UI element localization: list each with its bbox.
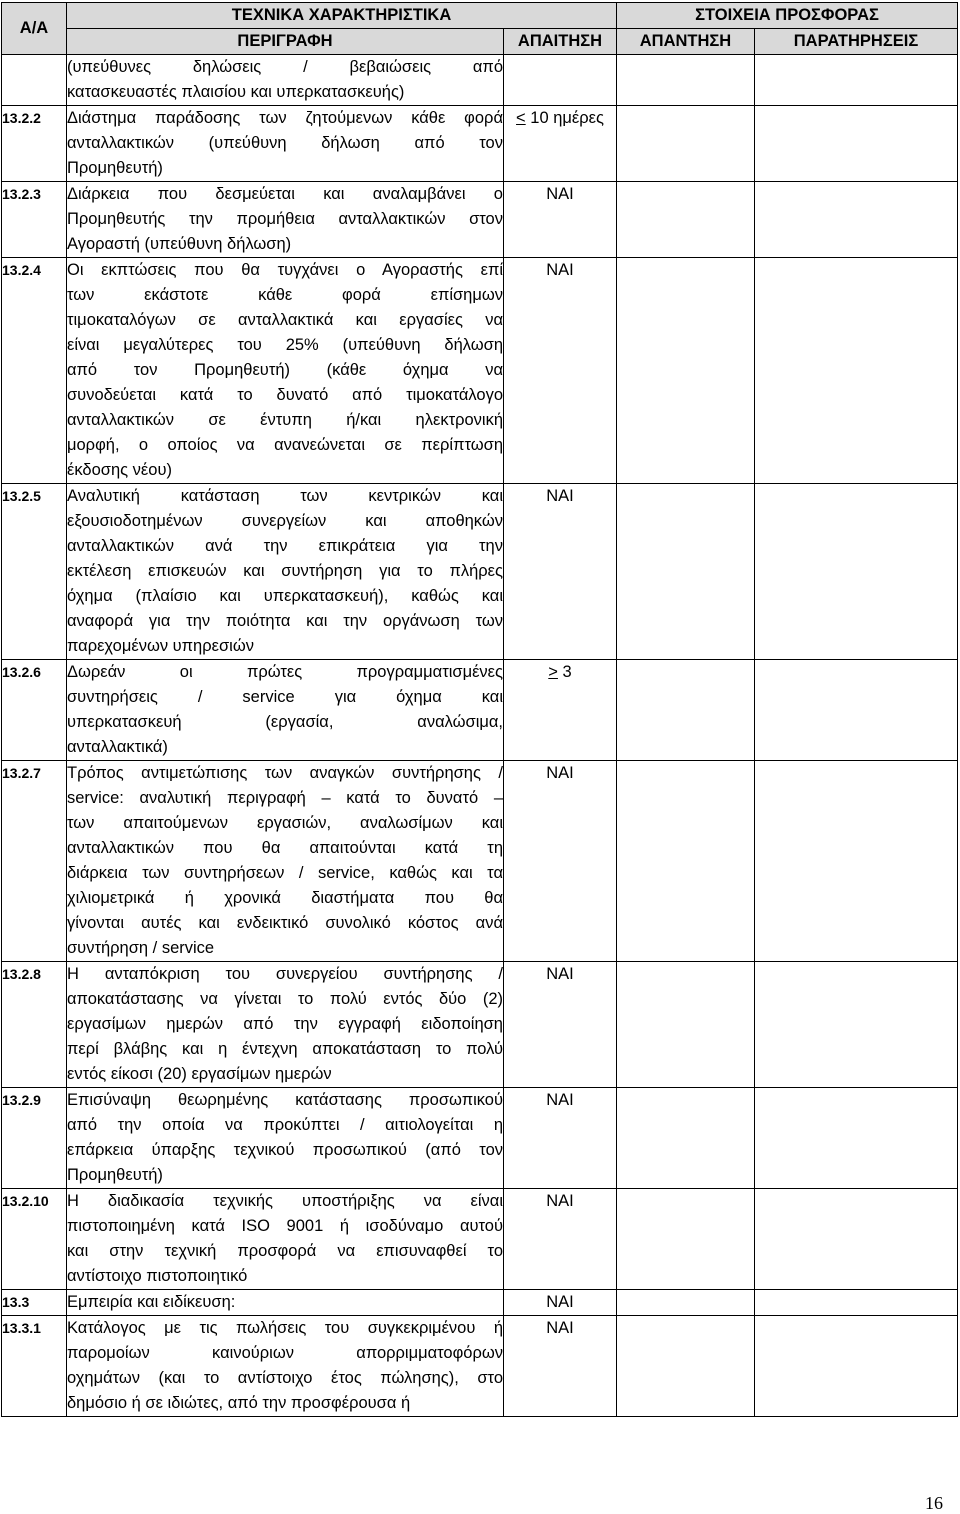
item-number: 13.2.6: [2, 660, 67, 761]
item-requirement: [504, 1088, 617, 1189]
description-line: Η διαδικασία τεχνικής υποστήριξης να είναι: [67, 1192, 503, 1210]
description-line: και στην τεχνική προσφορά να επισυναφθεί το: [67, 1242, 503, 1260]
notes-cell[interactable]: [755, 962, 958, 1088]
notes-cell[interactable]: [755, 182, 958, 258]
table-row: [2, 55, 958, 106]
item-number: 13.3.1: [2, 1316, 67, 1417]
description-line: παρεχομένων υπηρεσιών: [67, 637, 254, 655]
description-line: συνοδεύεται κατά το δυνατό από τιμοκατάλογο: [67, 386, 503, 404]
description-line: κατασκευαστές πλαισίου και υπερκατασκευής): [67, 83, 405, 101]
item-requirement: [504, 1189, 617, 1290]
item-description: [67, 962, 504, 1088]
description-line: χιλιομετρικά ή χρονικά διαστήματα που θα: [67, 889, 503, 907]
item-description: [67, 660, 504, 761]
item-description: [67, 55, 504, 106]
item-description: [67, 258, 504, 484]
answer-cell[interactable]: [617, 182, 755, 258]
item-description: [67, 182, 504, 258]
description-line: ανταλλακτικά): [67, 738, 168, 756]
answer-cell[interactable]: [617, 1189, 755, 1290]
notes-cell[interactable]: [755, 106, 958, 182]
description-line: συντηρήσεις / service για όχημα και: [67, 688, 503, 706]
answer-cell[interactable]: [617, 761, 755, 962]
table-row: [2, 962, 958, 1088]
description-line: Εμπειρία και ειδίκευση:: [67, 1293, 236, 1311]
description-line: συντήρηση / service: [67, 939, 215, 957]
answer-cell[interactable]: [617, 55, 755, 106]
description-line: αντίστοιχο πιστοποιητικό: [67, 1267, 248, 1285]
description-line: των εκάστοτε κάθε φορά επίσημων: [67, 286, 503, 304]
description-line: παρομοίων καινούριων απορριμματοφόρων: [67, 1344, 503, 1362]
notes-cell[interactable]: [755, 258, 958, 484]
description-line: δημόσιο ή σε ιδιώτες, από την προσφέρουσα ή: [67, 1394, 411, 1412]
item-description: [67, 1316, 504, 1417]
item-requirement: [504, 55, 617, 106]
description-line: των απαιτούμενων εργασιών, αναλωσίμων και: [67, 814, 503, 832]
requirement-value: ΝΑΙ: [546, 487, 574, 505]
item-number: [2, 55, 67, 106]
description-line: μορφή, ο οποίος να ανανεώνεται σε περίπτωση: [67, 436, 503, 454]
header-aa: Α/Α: [2, 3, 67, 55]
description-line: είναι μεγαλύτερες του 25% (υπεύθυνη δήλωση: [67, 336, 503, 354]
description-line: αναφορά για την ποιότητα και την οργάνωση των: [67, 612, 503, 630]
header-tech: ΤΕΧΝΙΚΑ ΧΑΡΑΚΤΗΡΙΣΤΙΚΑ: [67, 3, 617, 29]
table-row: [2, 484, 958, 660]
description-line: Αγοραστή (υπεύθυνη δήλωση): [67, 235, 292, 253]
requirement-operator: >: [548, 663, 558, 681]
answer-cell[interactable]: [617, 962, 755, 1088]
description-line: εργασίμων ημερών από την εγγραφή ειδοποίηση: [67, 1015, 503, 1033]
item-description: [67, 484, 504, 660]
description-line: Προμηθευτής την προμήθεια ανταλλακτικών στον: [67, 210, 503, 228]
table-row: [2, 660, 958, 761]
answer-cell[interactable]: [617, 660, 755, 761]
description-line: τιμοκαταλόγων σε ανταλλακτικά και εργασίες να: [67, 311, 503, 329]
item-requirement: [504, 1316, 617, 1417]
table-row: [2, 1290, 958, 1316]
description-line: ανταλλακτικών ανά την επικράτεια για την: [67, 537, 503, 555]
table-row: [2, 1189, 958, 1290]
item-requirement: [504, 258, 617, 484]
answer-cell[interactable]: [617, 258, 755, 484]
table-row: [2, 1316, 958, 1417]
item-number: 13.2.2: [2, 106, 67, 182]
description-line: περί βλάβης και η έντεχνη αποκατάσταση το πολύ: [67, 1040, 503, 1058]
item-number: 13.2.9: [2, 1088, 67, 1189]
table-row: [2, 182, 958, 258]
description-line: Διάστημα παράδοσης των ζητούμενων κάθε φορά: [67, 109, 503, 127]
item-number: 13.2.7: [2, 761, 67, 962]
description-line: Τρόπος αντιμετώπισης των αναγκών συντήρησης /: [67, 764, 503, 782]
answer-cell[interactable]: [617, 1290, 755, 1316]
requirement-value: 3: [557, 663, 572, 681]
description-line: (υπεύθυνες δηλώσεις / βεβαιώσεις από: [67, 58, 503, 76]
table-row: [2, 1088, 958, 1189]
item-number: 13.2.4: [2, 258, 67, 484]
requirement-value: ΝΑΙ: [546, 965, 574, 983]
item-requirement: [504, 182, 617, 258]
item-requirement: [504, 962, 617, 1088]
description-line: Οι εκπτώσεις που θα τυγχάνει ο Αγοραστής επί: [67, 261, 503, 279]
notes-cell[interactable]: [755, 1316, 958, 1417]
header-ans: ΑΠΑΝΤΗΣΗ: [617, 29, 755, 55]
description-line: ανταλλακτικών που θα απαιτούνται κατά τη: [67, 839, 503, 857]
item-description: [67, 1290, 504, 1316]
description-line: εξουσιοδοτημένων συνεργείων και αποθηκών: [67, 512, 503, 530]
description-line: Προμηθευτή): [67, 1166, 163, 1184]
item-number: 13.2.3: [2, 182, 67, 258]
requirement-value: ΝΑΙ: [546, 261, 574, 279]
requirement-value: ΝΑΙ: [546, 1192, 574, 1210]
description-line: όχημα (πλαίσιο και υπερκατασκευή), καθώς και: [67, 587, 503, 605]
requirement-value: 10 ημέρες: [525, 109, 604, 127]
description-line: από την οποία να προκύπτει / αιτιολογείται η: [67, 1116, 503, 1134]
answer-cell[interactable]: [617, 484, 755, 660]
header-offer: ΣΤΟΙΧΕΙΑ ΠΡΟΣΦΟΡΑΣ: [617, 3, 958, 29]
item-number: 13.2.5: [2, 484, 67, 660]
description-line: οχημάτων (και το αντίστοιχο έτος πώλησης), στο: [67, 1369, 503, 1387]
description-line: Δωρεάν οι πρώτες προγραμματισμένες: [67, 663, 503, 681]
item-requirement: [504, 1290, 617, 1316]
notes-cell[interactable]: [755, 660, 958, 761]
notes-cell[interactable]: [755, 1189, 958, 1290]
description-line: πιστοποιημένη κατά ISO 9001 ή ισοδύναμο αυτού: [67, 1217, 503, 1235]
item-description: [67, 1189, 504, 1290]
item-requirement: [504, 484, 617, 660]
table-body: [2, 55, 958, 1417]
description-line: ανταλλακτικών σε έντυπη ή/και ηλεκτρονική: [67, 411, 503, 429]
description-line: εντός είκοσι (20) εργασίμων ημερών: [67, 1065, 332, 1083]
table-row: [2, 761, 958, 962]
item-number: 13.3: [2, 1290, 67, 1316]
item-requirement: [504, 106, 617, 182]
description-line: εκτέλεση επισκευών και συντήρηση για το πλήρες: [67, 562, 503, 580]
description-line: Η ανταπόκριση του συνεργείου συντήρησης /: [67, 965, 503, 983]
notes-cell[interactable]: [755, 761, 958, 962]
header-desc: ΠΕΡΙΓΡΑΦΗ: [67, 29, 504, 55]
notes-cell[interactable]: [755, 484, 958, 660]
requirement-value: ΝΑΙ: [546, 764, 574, 782]
table-row: [2, 106, 958, 182]
item-number: 13.2.8: [2, 962, 67, 1088]
description-line: Αναλυτική κατάσταση των κεντρικών και: [67, 487, 503, 505]
requirement-operator: <: [516, 109, 526, 127]
notes-cell[interactable]: [755, 1088, 958, 1189]
description-line: αποκατάστασης να γίνεται το πολύ εντός δύο (2): [67, 990, 503, 1008]
item-description: [67, 761, 504, 962]
requirement-value: ΝΑΙ: [546, 1091, 574, 1109]
spec-table: [1, 2, 958, 1417]
description-line: διάρκεια των συντηρήσεων / service, καθώς και τα: [67, 864, 503, 882]
description-line: υπερκατασκευή (εργασία, αναλώσιμα,: [67, 713, 503, 731]
answer-cell[interactable]: [617, 106, 755, 182]
answer-cell[interactable]: [617, 1088, 755, 1189]
header-notes: ΠΑΡΑΤΗΡΗΣΕΙΣ: [755, 29, 958, 55]
item-number: 13.2.10: [2, 1189, 67, 1290]
item-requirement: [504, 660, 617, 761]
description-line: επάρκεια ύπαρξης τεχνικού προσωπικού (από τον: [67, 1141, 503, 1159]
description-line: έκδοσης νέου): [67, 461, 172, 479]
description-line: service: αναλυτική περιγραφή – κατά το δυνατό –: [67, 789, 503, 807]
header-req: ΑΠΑΙΤΗΣΗ: [504, 29, 617, 55]
description-line: ανταλλακτικών (υπεύθυνη δήλωση από τον: [67, 134, 503, 152]
requirement-value: ΝΑΙ: [546, 1293, 574, 1311]
item-requirement: [504, 761, 617, 962]
item-description: [67, 1088, 504, 1189]
answer-cell[interactable]: [617, 1316, 755, 1417]
item-description: [67, 106, 504, 182]
notes-cell[interactable]: [755, 1290, 958, 1316]
requirement-value: ΝΑΙ: [546, 185, 574, 203]
page-number: 16: [925, 1493, 943, 1513]
description-line: Προμηθευτή): [67, 159, 163, 177]
description-line: γίνονται αυτές και ενδεικτικό συνολικό κόστος ανά: [67, 914, 503, 932]
description-line: Επισύναψη θεωρημένης κατάστασης προσωπικού: [67, 1091, 503, 1109]
description-line: Κατάλογος με τις πωλήσεις του συγκεκριμένου ή: [67, 1319, 503, 1337]
description-line: από τον Προμηθευτή) (κάθε όχημα να: [67, 361, 503, 379]
description-line: Διάρκεια που δεσμεύεται και αναλαμβάνει ο: [67, 185, 503, 203]
table-row: [2, 258, 958, 484]
notes-cell[interactable]: [755, 55, 958, 106]
requirement-value: ΝΑΙ: [546, 1319, 574, 1337]
